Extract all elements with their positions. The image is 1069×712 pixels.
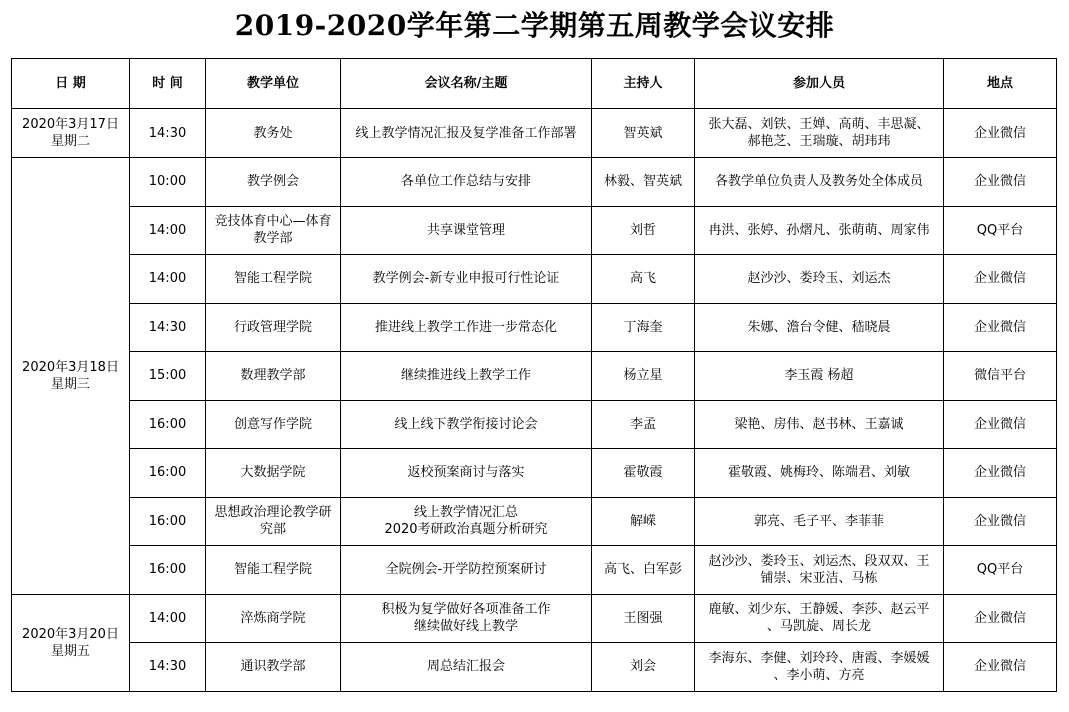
time-cell: 14:30 [130, 643, 206, 692]
table-row [12, 158, 1057, 207]
date-cell: 2020年3月20日 星期五 [12, 594, 130, 691]
attendees-cell: 冉洪、张婷、孙熠凡、张萌萌、周家伟 [695, 206, 944, 255]
host-cell: 解嵘 [592, 497, 695, 546]
location-cell: 企业微信 [944, 255, 1057, 304]
table-row [12, 255, 1057, 304]
unit-cell: 教务处 [206, 109, 341, 158]
location-cell: 企业微信 [944, 158, 1057, 207]
unit-cell: 数理教学部 [206, 352, 341, 401]
location-cell: 微信平台 [944, 352, 1057, 401]
table-row [12, 400, 1057, 449]
table-row [12, 109, 1057, 158]
table-row [12, 546, 1057, 595]
header-attendees: 参加人员 [695, 59, 944, 109]
attendees-cell: 张大磊、刘铁、王婵、高萌、丰思凝、 郝艳芝、王瑞璇、胡玮玮 [695, 109, 944, 158]
date-cell: 2020年3月18日 星期三 [12, 158, 130, 595]
header-topic: 会议名称/主题 [341, 59, 592, 109]
host-cell: 高飞、白军彭 [592, 546, 695, 595]
location-cell: 企业微信 [944, 643, 1057, 692]
host-cell: 林毅、智英斌 [592, 158, 695, 207]
header-location: 地点 [944, 59, 1057, 109]
header-host: 主持人 [592, 59, 695, 109]
attendees-cell: 李海东、李健、刘玲玲、唐霞、李媛媛 、李小萌、方亮 [695, 643, 944, 692]
page-title: 2019-2020学年第二学期第五周教学会议安排 [234, 9, 835, 42]
date-cell: 2020年3月17日 星期二 [12, 109, 130, 158]
unit-cell: 淬炼商学院 [206, 594, 341, 643]
topic-cell: 积极为复学做好各项准备工作 继续做好线上教学 [341, 594, 592, 643]
table-row [12, 497, 1057, 546]
header-row [12, 59, 1057, 109]
table-row [12, 206, 1057, 255]
header-date: 日 期 [12, 59, 130, 109]
topic-cell: 线上教学情况汇报及复学准备工作部署 [341, 109, 592, 158]
attendees-cell: 朱娜、澹台令健、嵇晓晨 [695, 303, 944, 352]
attendees-cell: 赵沙沙、娄玲玉、刘运杰 [695, 255, 944, 304]
unit-cell: 智能工程学院 [206, 255, 341, 304]
topic-cell: 继续推进线上教学工作 [341, 352, 592, 401]
table-row [12, 594, 1057, 643]
unit-cell: 思想政治理论教学研 究部 [206, 497, 341, 546]
table-row [12, 352, 1057, 401]
unit-cell: 创意写作学院 [206, 400, 341, 449]
time-cell: 16:00 [130, 449, 206, 498]
topic-cell: 线上教学情况汇总 2020考研政治真题分析研究 [341, 497, 592, 546]
unit-cell: 大数据学院 [206, 449, 341, 498]
time-cell: 16:00 [130, 546, 206, 595]
host-cell: 丁海奎 [592, 303, 695, 352]
unit-cell: 智能工程学院 [206, 546, 341, 595]
host-cell: 高飞 [592, 255, 695, 304]
table-row [12, 303, 1057, 352]
attendees-cell: 梁艳、房伟、赵书林、王嘉诚 [695, 400, 944, 449]
host-cell: 刘会 [592, 643, 695, 692]
topic-cell: 线上线下教学衔接讨论会 [341, 400, 592, 449]
host-cell: 刘哲 [592, 206, 695, 255]
topic-cell: 各单位工作总结与安排 [341, 158, 592, 207]
location-cell: 企业微信 [944, 109, 1057, 158]
attendees-cell: 霍敬霞、姚梅玲、陈端君、刘敏 [695, 449, 944, 498]
unit-cell: 竞技体育中心—体育 教学部 [206, 206, 341, 255]
time-cell: 14:30 [130, 303, 206, 352]
topic-cell: 推进线上教学工作进一步常态化 [341, 303, 592, 352]
topic-cell: 教学例会-新专业申报可行性论证 [341, 255, 592, 304]
attendees-cell: 各教学单位负责人及教务处全体成员 [695, 158, 944, 207]
table-row [12, 449, 1057, 498]
location-cell: 企业微信 [944, 303, 1057, 352]
location-cell: 企业微信 [944, 594, 1057, 643]
host-cell: 智英斌 [592, 109, 695, 158]
host-cell: 杨立星 [592, 352, 695, 401]
topic-cell: 共享课堂管理 [341, 206, 592, 255]
topic-cell: 周总结汇报会 [341, 643, 592, 692]
host-cell: 李孟 [592, 400, 695, 449]
location-cell: QQ平台 [944, 206, 1057, 255]
location-cell: 企业微信 [944, 400, 1057, 449]
topic-cell: 返校预案商讨与落实 [341, 449, 592, 498]
location-cell: 企业微信 [944, 449, 1057, 498]
attendees-cell: 鹿敏、刘少东、王静媛、李莎、赵云平 、马凯旋、周长龙 [695, 594, 944, 643]
attendees-cell: 赵沙沙、娄玲玉、刘运杰、段双双、王 铺崇、宋亚洁、马栋 [695, 546, 944, 595]
time-cell: 14:30 [130, 109, 206, 158]
time-cell: 10:00 [130, 158, 206, 207]
table-row [12, 643, 1057, 692]
time-cell: 16:00 [130, 400, 206, 449]
meeting-schedule-table [11, 58, 1057, 692]
location-cell: QQ平台 [944, 546, 1057, 595]
header-unit: 教学单位 [206, 59, 341, 109]
time-cell: 14:00 [130, 255, 206, 304]
unit-cell: 教学例会 [206, 158, 341, 207]
attendees-cell: 郭亮、毛子平、李菲菲 [695, 497, 944, 546]
host-cell: 霍敬霞 [592, 449, 695, 498]
time-cell: 15:00 [130, 352, 206, 401]
unit-cell: 通识教学部 [206, 643, 341, 692]
topic-cell: 全院例会-开学防控预案研讨 [341, 546, 592, 595]
time-cell: 16:00 [130, 497, 206, 546]
unit-cell: 行政管理学院 [206, 303, 341, 352]
time-cell: 14:00 [130, 206, 206, 255]
host-cell: 王图强 [592, 594, 695, 643]
attendees-cell: 李玉霞 杨超 [695, 352, 944, 401]
time-cell: 14:00 [130, 594, 206, 643]
location-cell: 企业微信 [944, 497, 1057, 546]
header-time: 时 间 [130, 59, 206, 109]
